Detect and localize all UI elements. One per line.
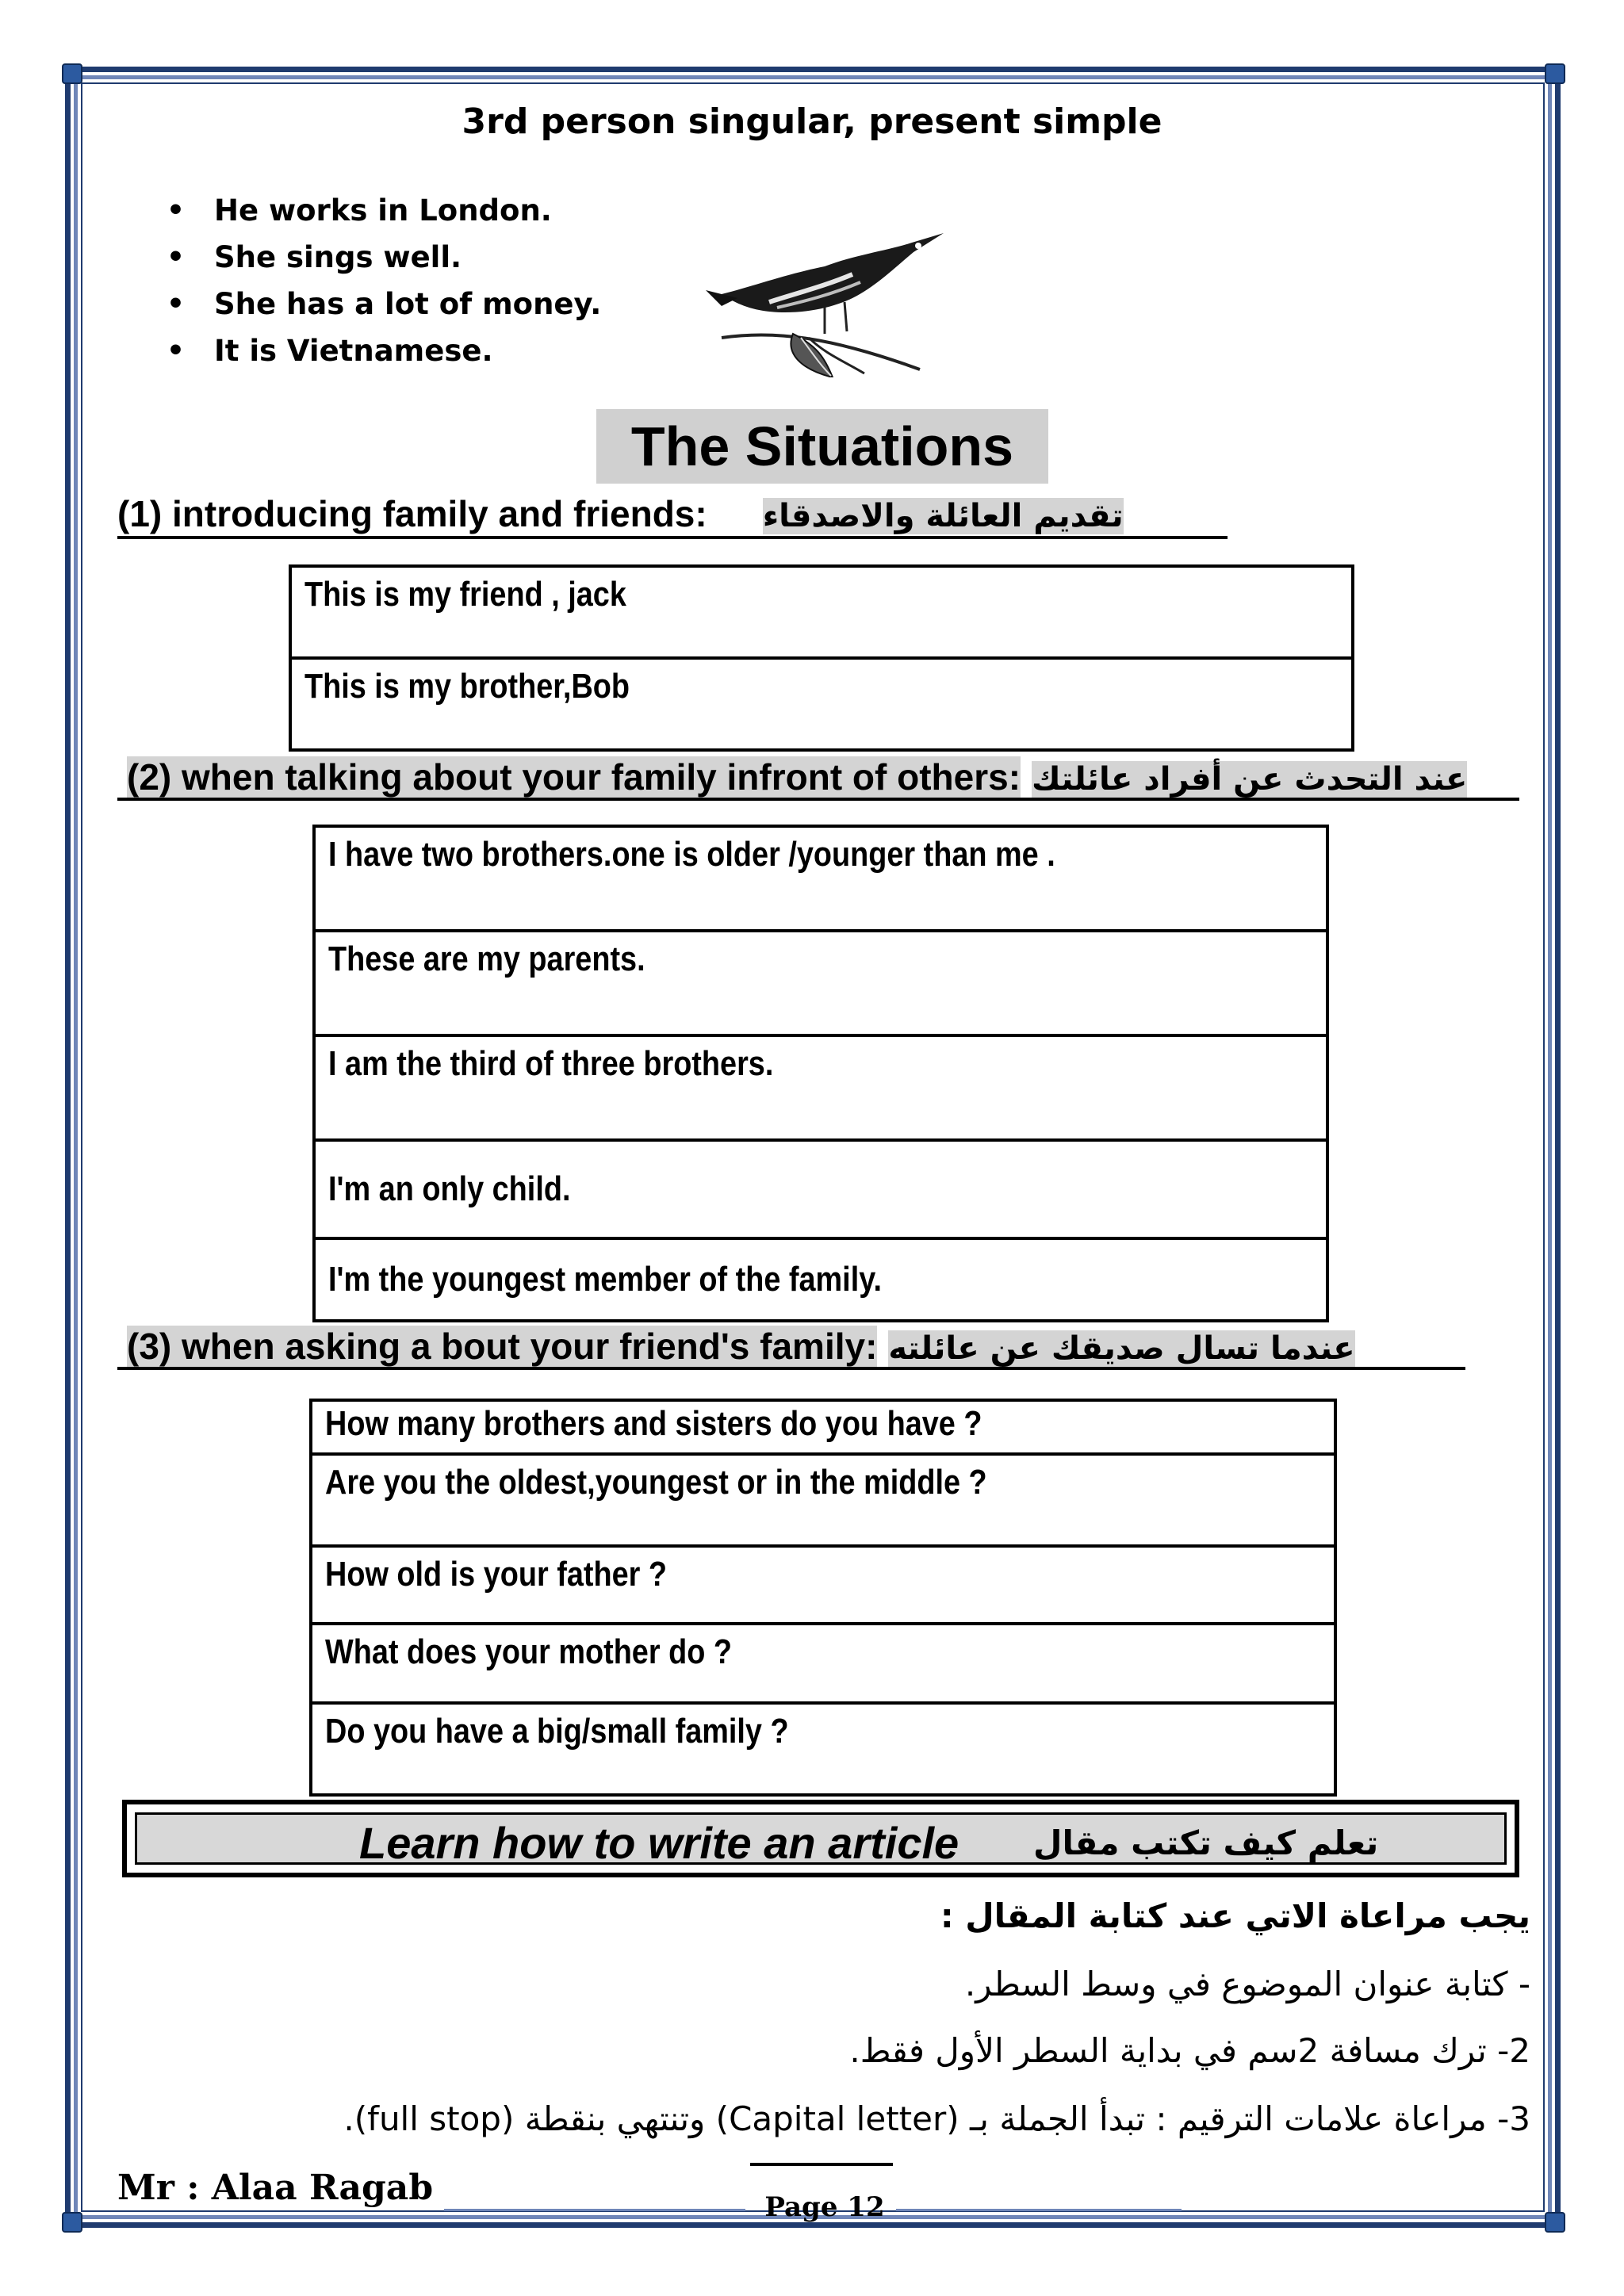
section-1-heading [117,492,1124,538]
section-2-heading [127,755,1467,802]
section-3-heading [127,1324,1355,1371]
section-1-underline [117,536,1228,539]
footer-line-left [444,2209,745,2211]
section-3-underline [117,1367,1465,1370]
table-row: Do you have a big/small family ? [311,1703,1335,1795]
article-banner [122,1800,1519,1877]
page-number: Page 12 [764,2191,885,2223]
table-row: I'm the youngest member of the family. [314,1238,1327,1321]
frame-corner-ornament-icon [1545,63,1565,84]
list-item: • She has a lot of money. [167,281,601,327]
table-row: Are you the oldest,youngest or in the middle ? [311,1454,1335,1546]
frame-corner-ornament-icon [1545,2212,1565,2233]
table-row: What does your mother do ? [311,1624,1335,1703]
article-title-ar: تعلم كيف تكتب مقال [1033,1823,1379,1862]
section-heading-en: (2) when talking about your family infront of others: [127,756,1021,798]
list-item: • She sings well. [167,234,601,281]
table-row: I'm an only child. [314,1140,1327,1238]
footer-rule [750,2163,893,2166]
section-2-underline [117,798,1519,801]
table-row: How many brothers and sisters do you have ? [311,1400,1335,1454]
article-point: 3- مراعاة علامات الترقيم : تبدأ الجملة بـ (Capital letter) وتنتهي بنقطة (full stop). [343,2099,1530,2138]
table-row: How old is your father ? [311,1546,1335,1624]
article-intro: يجب مراعاة الاتي عند كتابة المقال : [940,1896,1530,1935]
section-heading-ar: تقديم العائلة والاصدقاء [762,498,1124,534]
article-point: 2- ترك مسافة 2سم في بداية السطر الأول فقط. [849,2031,1530,2070]
footer-line-right [896,2209,1182,2211]
table-row: This is my friend , jack [290,566,1353,658]
section-heading-en: (1) introducing family and friends: [117,493,707,534]
example-list [167,187,601,374]
list-item: • It is Vietnamese. [167,327,601,374]
table-row: This is my brother,Bob [290,658,1353,750]
frame-corner-ornament-icon [62,63,82,84]
table-row: I am the third of three brothers. [314,1035,1327,1140]
section-heading-ar: عند التحدث عن أفراد عائلتك [1032,761,1468,798]
situations-heading: The Situations [596,409,1048,484]
section-heading-ar: عندما تسال صديقك عن عائلته [888,1330,1355,1367]
author-name: Mr : Alaa Ragab [117,2168,434,2208]
article-banner-inner [135,1812,1507,1868]
section-2-table [312,825,1329,1322]
list-item: • He works in London. [167,187,601,234]
bird-illustration-icon [706,219,952,377]
frame-corner-ornament-icon [62,2212,82,2233]
section-heading-en: (3) when asking a bout your friend's family: [127,1326,878,1367]
section-1-table [289,564,1354,752]
section-3-table [309,1399,1337,1797]
article-title-en: Learn how to write an article [359,1818,959,1868]
page-title: 3rd person singular, present simple [462,101,1162,142]
article-point: - كتابة عنوان الموضوع في وسط السطر. [964,1965,1530,2003]
table-row: These are my parents. [314,931,1327,1035]
table-row: I have two brothers.one is older /younger than me . [314,826,1327,931]
